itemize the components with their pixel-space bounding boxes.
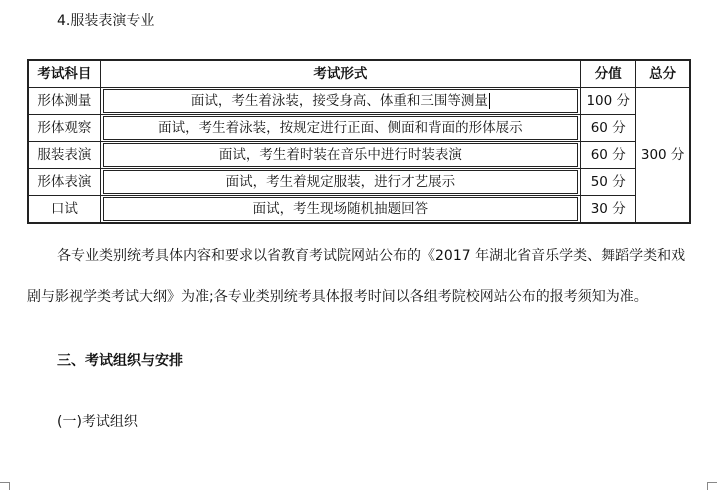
score-cell: 60 分 [581, 115, 636, 142]
cell-box [103, 170, 578, 194]
form-text: 面试，考生着泳装，接受身高、体重和三围等测量 [190, 93, 488, 109]
score-cell: 30 分 [581, 196, 636, 224]
form-cell [100, 115, 580, 142]
form-cell[interactable] [100, 88, 580, 115]
form-cell [100, 169, 580, 196]
subject-cell: 形体表演 [28, 169, 100, 196]
table-row [28, 196, 690, 224]
form-text: 面试，考生现场随机抽题回答 [252, 201, 429, 217]
table-header-row [28, 60, 690, 88]
table-row [28, 88, 690, 115]
header-subject: 考试科目 [28, 60, 100, 88]
form-cell [100, 196, 580, 224]
score-cell: 50 分 [581, 169, 636, 196]
section-heading: 4.服装表演专业 [57, 13, 155, 29]
subject-cell: 服装表演 [28, 142, 100, 169]
page-corner-mark-left-vertical [9, 482, 10, 490]
body-paragraph-line1: 各专业类别统考具体内容和要求以省教育考试院网站公布的《2017 年湖北省音乐学类、舞蹈学类和戏 [57, 248, 686, 264]
form-cell [100, 142, 580, 169]
subject-cell: 口试 [28, 196, 100, 224]
table-row [28, 115, 690, 142]
subject-cell: 形体观察 [28, 115, 100, 142]
cell-box [103, 197, 578, 221]
section-title: 三、考试组织与安排 [57, 353, 183, 369]
table-row [28, 169, 690, 196]
cell-box [103, 116, 578, 140]
score-cell: 100 分 [581, 88, 636, 115]
selected-cell-box[interactable] [103, 89, 578, 113]
body-paragraph-line2: 剧与影视学类考试大纲》为准;各专业类别统考具体报考时间以各组考院校网站公布的报考须知为准。 [27, 289, 648, 305]
total-cell: 300 分 [636, 88, 690, 224]
form-text: 面试，考生着时装在音乐中进行时装表演 [218, 147, 462, 163]
header-total: 总分 [636, 60, 690, 88]
form-text: 面试，考生着规定服装，进行才艺展示 [225, 174, 456, 190]
text-cursor [489, 93, 490, 109]
page-corner-mark-right-vertical [707, 482, 708, 490]
exam-table [27, 59, 691, 224]
form-text: 面试，考生着泳装，按规定进行正面、侧面和背面的形体展示 [158, 120, 523, 136]
header-score: 分值 [581, 60, 636, 88]
subject-cell: 形体测量 [28, 88, 100, 115]
score-cell: 60 分 [581, 142, 636, 169]
subsection-title: (一)考试组织 [57, 414, 138, 430]
cell-box [103, 143, 578, 167]
table-row [28, 142, 690, 169]
header-form: 考试形式 [100, 60, 580, 88]
